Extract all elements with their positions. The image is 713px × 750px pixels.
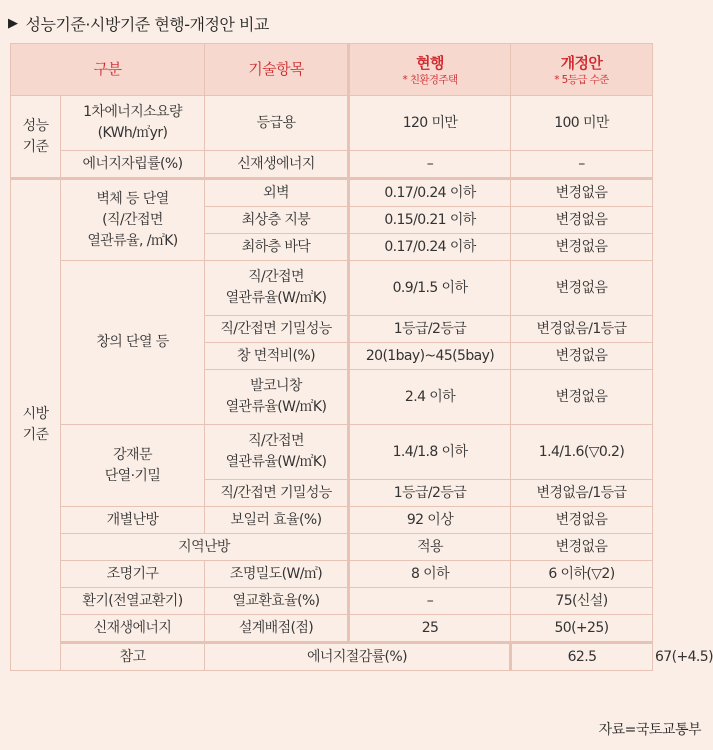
current-cell: 92 이상: [349, 507, 511, 534]
table-title: 성능기준·시방기준 현행-개정안 비교: [25, 14, 269, 34]
revised-cell: 변경없음: [511, 179, 653, 207]
item-cell: 직/간접면 열관류율(W/㎡K): [205, 261, 349, 316]
current-cell: –: [349, 151, 511, 179]
revised-cell: 변경없음: [511, 261, 653, 316]
item-cell: 직/간접면 기밀성능: [205, 316, 349, 343]
current-cell: 0.9/1.5 이하: [349, 261, 511, 316]
table-row: [11, 425, 653, 480]
current-cell: 1등급/2등급: [349, 480, 511, 507]
group-spec: 시방 기준: [11, 179, 61, 671]
triangle-bullet-icon: ▶: [8, 15, 18, 31]
item-cell: 창 면적비(%): [205, 343, 349, 370]
header-row: [11, 44, 653, 96]
current-cell: 적용: [349, 534, 511, 561]
current-cell: 20(1bay)~45(5bay): [349, 343, 511, 370]
current-cell: 1등급/2등급: [349, 316, 511, 343]
current-cell: 8 이하: [349, 561, 511, 588]
group-performance: 성능 기준: [11, 96, 61, 179]
header-category: 구분: [11, 44, 205, 96]
item-cell: 외벽: [205, 179, 349, 207]
subcategory-cell: 환기(전열교환기): [61, 588, 205, 615]
item-cell: 등급용: [205, 96, 349, 151]
header-item: 기술항목: [205, 44, 349, 96]
current-cell: 120 미만: [349, 96, 511, 151]
table-row: [11, 588, 653, 615]
item-cell: 직/간접면 기밀성능: [205, 480, 349, 507]
table-row: [11, 534, 653, 561]
subcategory-cell: 1차에너지소요량 (KWh/㎡yr): [61, 96, 205, 151]
table-row: [11, 151, 653, 179]
chart-title-bar: [8, 6, 269, 40]
table-row: 참고 에너지절감률(%) 62.5 67(+4.5): [11, 643, 653, 671]
subcategory-cell: 창의 단열 등: [61, 261, 205, 425]
subcategory-cell: 에너지절감률(%): [205, 643, 511, 671]
item-cell: 최상층 지붕: [205, 207, 349, 234]
current-cell: 62.5: [511, 643, 653, 671]
table-row: [11, 615, 653, 643]
revised-cell: 변경없음: [511, 370, 653, 425]
table-row: [11, 561, 653, 588]
revised-cell: –: [511, 151, 653, 179]
current-cell: 2.4 이하: [349, 370, 511, 425]
group-reference: 참고: [61, 643, 205, 671]
current-cell: 0.15/0.21 이하: [349, 207, 511, 234]
revised-cell: 50(+25): [511, 615, 653, 643]
subcategory-cell: 조명기구: [61, 561, 205, 588]
header-revised: 개정안 * 5등급 수준: [511, 44, 653, 96]
item-cell: 열교환효율(%): [205, 588, 349, 615]
item-cell: 발코니창 열관류율(W/㎡K): [205, 370, 349, 425]
revised-cell: 변경없음/1등급: [511, 480, 653, 507]
revised-cell: 변경없음: [511, 507, 653, 534]
item-cell: 최하층 바닥: [205, 234, 349, 261]
revised-cell: 100 미만: [511, 96, 653, 151]
subcategory-cell: 강재문 단열·기밀: [61, 425, 205, 507]
revised-cell: 변경없음: [511, 207, 653, 234]
revised-cell: 변경없음: [511, 234, 653, 261]
current-cell: 25: [349, 615, 511, 643]
subcategory-cell: 개별난방: [61, 507, 205, 534]
item-cell: 설계배점(점): [205, 615, 349, 643]
current-cell: 0.17/0.24 이하: [349, 234, 511, 261]
current-cell: 1.4/1.8 이하: [349, 425, 511, 480]
item-cell: 직/간접면 열관류율(W/㎡K): [205, 425, 349, 480]
current-cell: –: [349, 588, 511, 615]
table-row: [11, 179, 653, 207]
table-row: [11, 507, 653, 534]
revised-cell: 75(신설): [511, 588, 653, 615]
item-cell: 신재생에너지: [205, 151, 349, 179]
item-cell: 보일러 효율(%): [205, 507, 349, 534]
table-row: [11, 261, 653, 316]
item-cell: 조명밀도(W/㎡): [205, 561, 349, 588]
subcategory-cell: 지역난방: [61, 534, 349, 561]
source-note: 자료=국토교통부: [598, 722, 701, 738]
header-current: 현행 * 친환경주택: [349, 44, 511, 96]
revised-cell: 변경없음: [511, 534, 653, 561]
revised-cell: 변경없음/1등급: [511, 316, 653, 343]
table-row: [11, 96, 653, 151]
comparison-table: [10, 43, 713, 671]
revised-cell: 변경없음: [511, 343, 653, 370]
revised-cell: 6 이하(▽2): [511, 561, 653, 588]
revised-cell: 1.4/1.6(▽0.2): [511, 425, 653, 480]
subcategory-cell: 에너지자립률(%): [61, 151, 205, 179]
current-cell: 0.17/0.24 이하: [349, 179, 511, 207]
subcategory-cell: 벽체 등 단열 (직/간접면 열관류율, /㎡K): [61, 179, 205, 261]
subcategory-cell: 신재생에너지: [61, 615, 205, 643]
